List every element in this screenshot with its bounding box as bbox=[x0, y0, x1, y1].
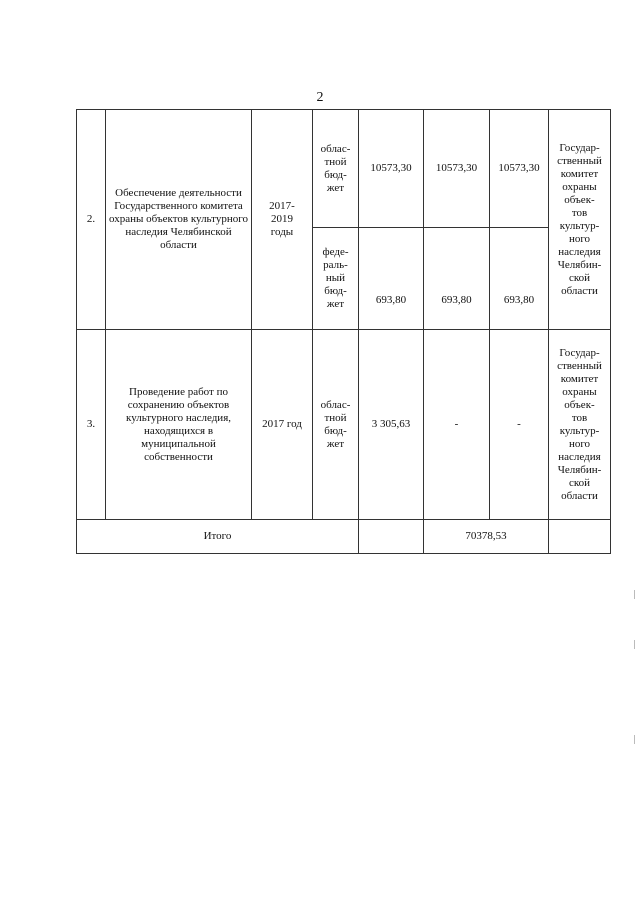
funding-source-text: облас- тной бюд- жет bbox=[320, 398, 351, 450]
amount-2018: - bbox=[424, 330, 490, 520]
amount-2018: 10573,30 bbox=[424, 110, 490, 228]
funding-source bbox=[313, 330, 359, 520]
responsible-executor bbox=[549, 110, 611, 330]
budget-table bbox=[76, 109, 611, 554]
period-text: 2017- 2019 годы bbox=[269, 200, 295, 238]
page-number: 2 bbox=[316, 90, 324, 105]
funding-source-text: облас- тной бюд- жет bbox=[320, 142, 351, 194]
activity-name: Проведение работ по сохранению объектов культурного наследия, находящихся в муниципальной собственности bbox=[106, 330, 252, 520]
amount-2017: 693,80 bbox=[359, 228, 424, 330]
total-value: 70378,53 bbox=[424, 520, 549, 554]
row-number: 2. bbox=[77, 110, 106, 330]
table-row bbox=[77, 330, 611, 520]
funding-source-text: феде- раль- ный бюд- жет bbox=[322, 246, 349, 310]
amount-2018: 693,80 bbox=[424, 228, 490, 330]
responsible-executor bbox=[549, 330, 611, 520]
scan-mark bbox=[634, 590, 635, 599]
table-row bbox=[77, 110, 611, 228]
period bbox=[252, 110, 313, 330]
total-label: Итого bbox=[77, 520, 359, 554]
activity-name: Обеспечение деятельности Государственного комитета охраны объектов культурного наследия Челябинской области bbox=[106, 110, 252, 330]
total-row bbox=[77, 520, 611, 554]
period-text: 2017 год bbox=[262, 418, 302, 430]
total-spacer bbox=[359, 520, 424, 554]
responsible-text: Государ- ственный комитет охраны объек- тов культур- ного наследия Челябин- ской области bbox=[557, 141, 602, 297]
amount-2019: - bbox=[490, 330, 549, 520]
total-end bbox=[549, 520, 611, 554]
funding-source bbox=[313, 110, 359, 228]
funding-source bbox=[313, 228, 359, 330]
row-number: 3. bbox=[77, 330, 106, 520]
amount-2017: 3 305,63 bbox=[359, 330, 424, 520]
amount-2019: 10573,30 bbox=[490, 110, 549, 228]
amount-2017: 10573,30 bbox=[359, 110, 424, 228]
amount-2019: 693,80 bbox=[490, 228, 549, 330]
scan-mark bbox=[634, 735, 635, 744]
period bbox=[252, 330, 313, 520]
responsible-text: Государ- ственный комитет охраны объек- тов культур- ного наследия Челябин- ской области bbox=[557, 346, 602, 502]
scan-mark bbox=[634, 640, 635, 649]
